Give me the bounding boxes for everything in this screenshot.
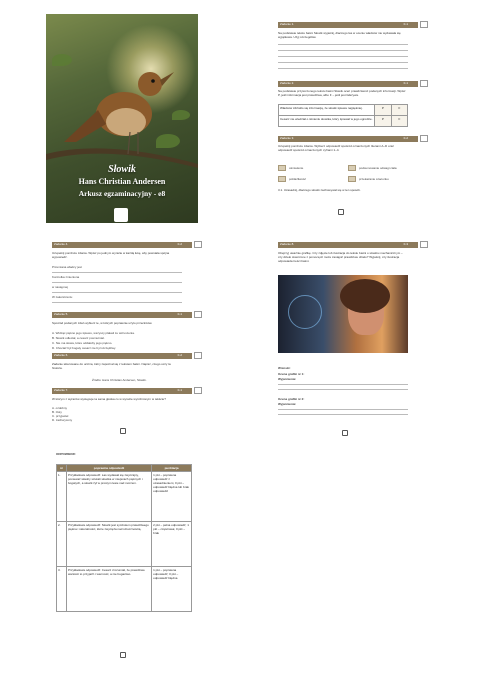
field-label: Przemiana władcy jest [52, 265, 82, 269]
question-header [278, 136, 418, 142]
row-score: 2 pkt – pełna odpowiedź; 1 pkt – częściowa; 0 pkt – brak [152, 522, 192, 567]
question-points: 0-1 [177, 388, 182, 392]
field-label: Ocena grafiki nr 2: [278, 397, 305, 401]
choice-item[interactable]: B. Słowik odleciał, a cesarz posmutniał. [52, 336, 105, 340]
table-row [57, 567, 192, 612]
row-number: 1. [57, 472, 67, 522]
question-text: Uzupełnij poniższe zdania. Wpisz po jednym wyrazie w każdą lukę, aby powstała spójna wypowiedź. [52, 251, 170, 259]
table-row [57, 472, 192, 522]
question-text: Obejrzyj uważnie grafikę. Czy zdjęcie lub ilustracja do tekstu baśni o słowiku mechanicznym – czy dzieło stworzone z pomocą AI może zastąpić prawdziwe dzieło? Wyjaśnij, czy ilustracja odpowiada treści baśni. [278, 251, 403, 263]
answer-key-table [56, 464, 192, 612]
question-label: Zadanie 2. [280, 81, 295, 85]
question-points: 0-1 [403, 81, 408, 85]
page-logo [338, 209, 344, 215]
row-number: 3. [57, 567, 67, 612]
option-number-box[interactable] [348, 176, 356, 182]
cover-title: Słowik [108, 164, 136, 175]
question-label: Zadanie 3. [280, 136, 295, 140]
question-points: 0-3 [403, 242, 408, 246]
answer-line [278, 62, 408, 63]
answer-line [278, 50, 408, 51]
field-label: Wyjaśnienie: [278, 402, 297, 406]
source-note: Źródło: Hans Christian Andersen, Słowik. [92, 378, 147, 382]
row-answer: Przykładowa odpowiedź: Słowik jest symbolem prawdziwego piękna i naturalności, które zwycięża nad sztucznością. [66, 522, 151, 567]
score-box [194, 241, 202, 248]
choice-item[interactable]: B. złoty [52, 410, 62, 414]
field-label: w następnej [52, 285, 69, 289]
question-text: Na podstawie tekstu baśni Słowik wyjaśnij, dlaczego las w ocenie władców nie wydawała się wyjątkowa. Użyj szczegółów. [278, 31, 401, 39]
page-logo [120, 428, 126, 434]
score-box [194, 387, 202, 394]
answer-line[interactable] [52, 302, 182, 303]
answer-line[interactable] [278, 389, 408, 390]
answer-line[interactable] [278, 384, 408, 385]
statement: Władców zdziwiło się informacją, że słowik śpiewa najpiękniej. [279, 105, 375, 116]
answer-line [278, 56, 408, 57]
exam-page-2 [278, 14, 418, 224]
option-text: pobłażliwość [289, 177, 307, 181]
publisher-logo [114, 208, 128, 222]
question-label: Zadanie 8. [280, 242, 295, 246]
answer-line [278, 68, 408, 69]
choice-item[interactable]: C. Nie ma słowa, które oddałoby jego piękno. [52, 341, 113, 345]
true-false-table [278, 104, 408, 127]
question-header [52, 312, 192, 318]
score-box [194, 311, 202, 318]
answer-line[interactable] [52, 272, 182, 273]
cover-author: Hans Christian Andersen [78, 177, 166, 186]
question-header [278, 22, 418, 28]
question-label: Zadanie 4. [54, 242, 69, 246]
question-points: 0-2 [177, 353, 182, 357]
option-true[interactable]: P [375, 116, 392, 127]
option-text: podsumowanie odwagi ciała [359, 166, 397, 170]
exam-page-4 [278, 238, 418, 438]
option-number-box[interactable] [348, 165, 356, 171]
answer-line [278, 44, 408, 45]
column-header: punktacja [152, 465, 192, 472]
question-label: Zadanie 6. [54, 353, 69, 357]
option-true[interactable]: P [375, 105, 392, 116]
notes-title: Wnioski: [278, 366, 291, 370]
question-text: Spośród podanych zdań wybierz te, w których poprawnie użyto przecinków. [52, 321, 153, 325]
row-number: 2. [57, 522, 67, 567]
choice-item[interactable]: D. zachwycony [52, 418, 73, 422]
question-footer: 3.1. Uzasadnij, dlaczego słowik zachowywał się w ten sposób. [278, 188, 361, 192]
option-false[interactable]: F [391, 116, 407, 127]
question-text: Na podstawie przytoczonego tekstu baśni Słowik oceń prawdziwość podanych informacji. Wpisz P, jeśli informacja jest prawdziwa, albo F – jeśli jest fałszywa. [278, 89, 406, 97]
exam-page-3 [52, 238, 192, 438]
score-box [420, 241, 428, 248]
field-label: Kontrolka zmieniona [52, 275, 80, 279]
answer-line[interactable] [278, 414, 408, 415]
cover-subtitle: Arkusz egzaminacyjny - e8 [78, 189, 166, 198]
option-letter-box[interactable] [278, 165, 286, 171]
choice-item[interactable]: A. Widząc piękno jego śpiewu, wszyscy płakali ze wzruszenia. [52, 331, 135, 335]
column-header: poprawna odpowiedź [66, 465, 151, 472]
option-text: przekazanie szacunku [359, 177, 389, 181]
circuit-decoration [288, 295, 322, 329]
question-points: 0-1 [177, 312, 182, 316]
row-answer: Przykładowa odpowiedź: Las wydawał się zwyczajny, ponieważ władcy szukali słowika w miejscach pięknych i bogatych, a słowik żył w prostym lesie nad morzem. [66, 472, 151, 522]
answer-line[interactable] [52, 282, 182, 283]
field-label: W zakończeniu [52, 295, 73, 299]
question-label: Zadanie 7. [54, 388, 69, 392]
choice-item[interactable]: D. Chociaż był bogaty cesarz nie był szczęśliwy. [52, 346, 116, 350]
option-text: ośmielenie [289, 166, 304, 170]
row-score: 1 pkt – poprawna odpowiedź; 0 pkt – odpowiedź błędna [152, 567, 192, 612]
question-header [278, 242, 418, 248]
question-header [52, 353, 192, 359]
column-header: nr [57, 465, 67, 472]
cover-page [46, 14, 198, 223]
option-false[interactable]: F [391, 105, 407, 116]
hair-illustration [340, 279, 390, 313]
score-box [420, 135, 428, 142]
question-header [52, 242, 192, 248]
score-box [194, 352, 202, 359]
option-letter-box[interactable] [278, 176, 286, 182]
question-header [52, 388, 192, 394]
page-logo [342, 430, 348, 436]
choice-item[interactable]: C. przyjaciel [52, 414, 69, 418]
question-label: Zadanie 5. [54, 312, 69, 316]
field-label: Ocena grafiki nr 1: [278, 372, 305, 376]
row-score: 1 pkt – poprawna odpowiedź z uzasadnieniem; 0 pkt – odpowiedź błędna lub brak odpowiedzi [152, 472, 192, 522]
answer-line[interactable] [52, 292, 182, 293]
question-label: Zadanie 1. [280, 22, 295, 26]
answer-key-page [56, 452, 196, 667]
question-text: W którym z wyrazów występuje ta sama głoska co w wyrazie wyróżnionym w tekście? [52, 397, 166, 401]
table-row [57, 522, 192, 567]
row-answer: Przykładowa odpowiedź: Cesarz zrozumiał, że prawdziwe wartości to przyjaźń i wierność, a nie bogactwo. [66, 567, 151, 612]
answer-line[interactable] [278, 409, 408, 410]
question-points: 0-2 [177, 242, 182, 246]
score-box [420, 80, 428, 87]
score-box [420, 21, 428, 28]
question-points: 0-1 [403, 22, 408, 26]
page-logo [120, 652, 126, 658]
statement: Cesarz nie wiedział o istnieniu słowika, który śpiewał w jego ogrodzie. [279, 116, 375, 127]
question-text: Zadanie skierowane do ucznia, który zapoznał się z tekstem baśni. Napisz, czego uczy ta historia. [52, 362, 171, 370]
answer-key-title: ODPOWIEDZI [56, 452, 76, 456]
question-header [278, 81, 418, 87]
choice-item[interactable]: A. ozdobny [52, 406, 68, 410]
field-label: Wyjaśnienie: [278, 377, 297, 381]
ai-graphic [278, 275, 408, 353]
question-points: 0-2 [403, 136, 408, 140]
question-text: Uzupełnij poniższe zdania. Wybierz odpowiedź spośród oznaczonych literami A–D oraz odpowiedź spośród oznaczonych cyframi 1–4. [278, 144, 394, 152]
